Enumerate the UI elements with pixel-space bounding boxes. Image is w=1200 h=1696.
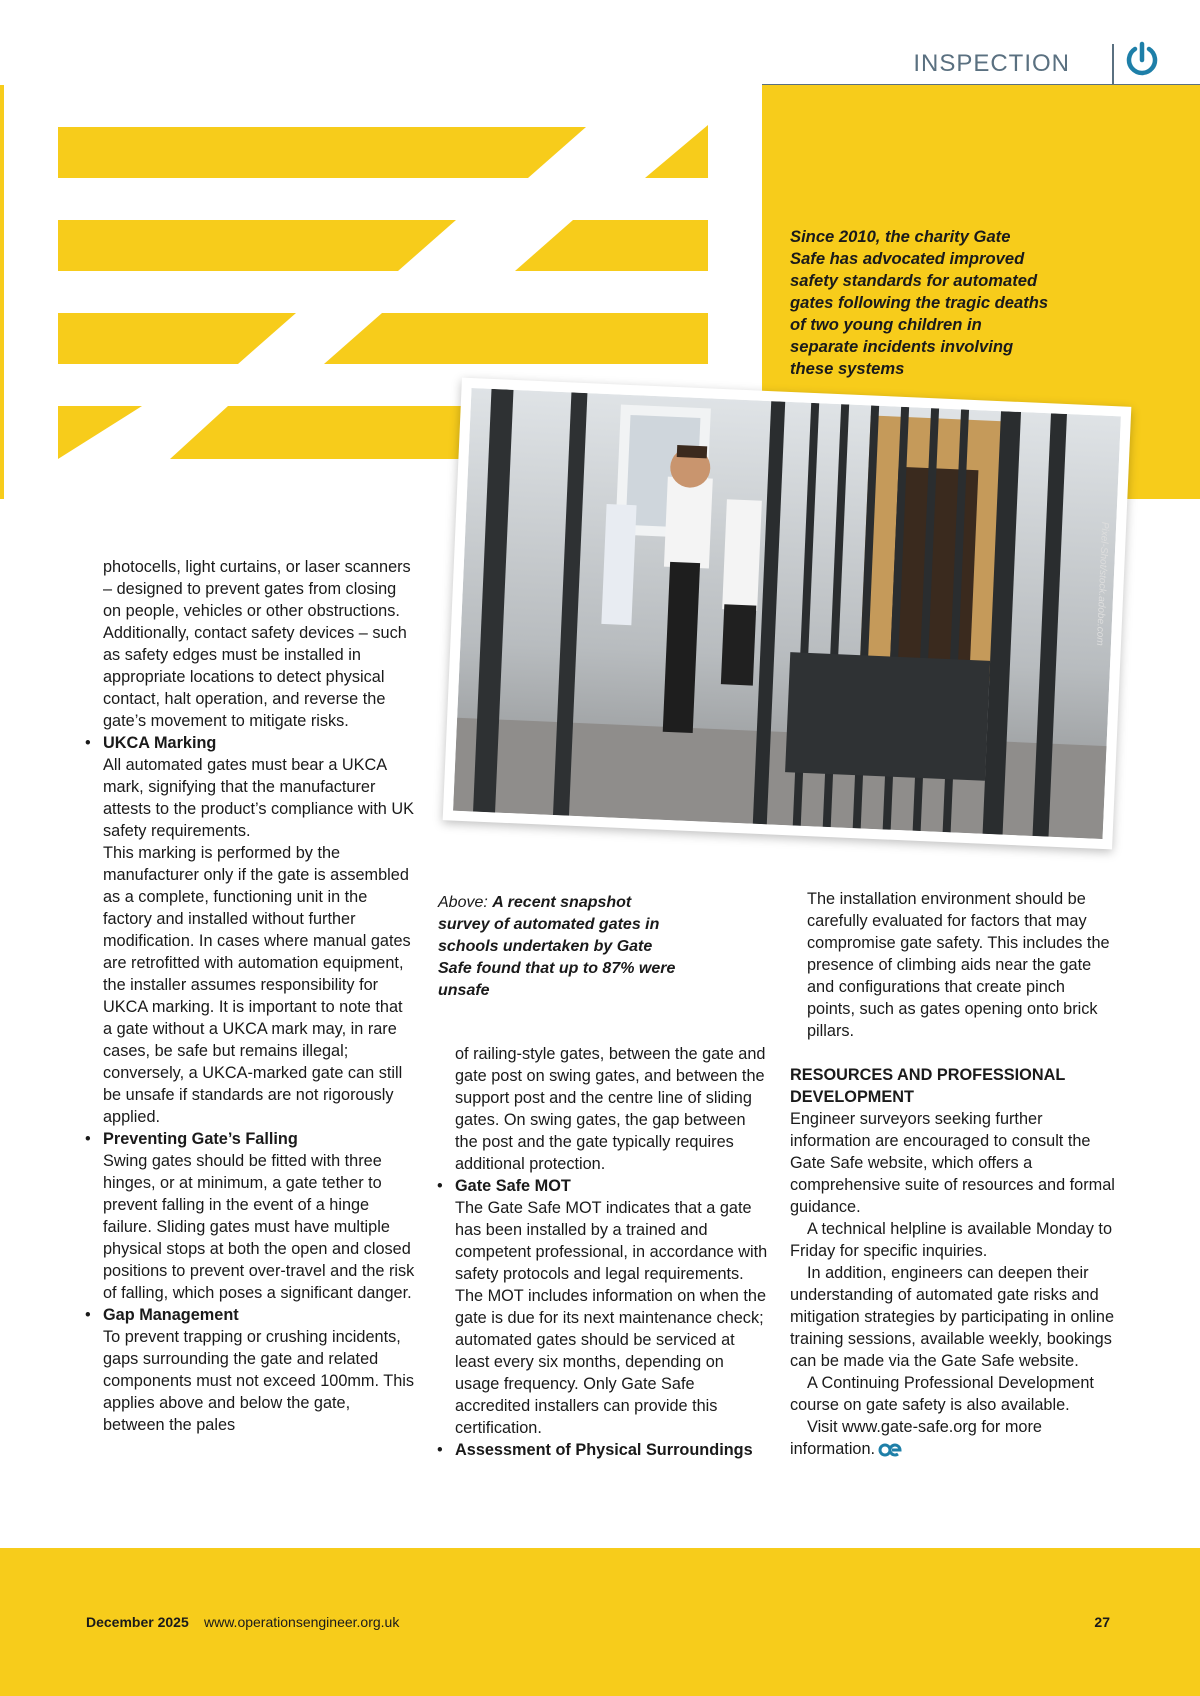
column-2-list <box>438 1175 770 1461</box>
column-2 <box>438 1043 770 1461</box>
footer-date: December 2025 <box>86 1614 189 1630</box>
list-item-heading: • Preventing Gate’s Falling <box>103 1130 298 1148</box>
caption-prefix: Above: <box>438 894 493 911</box>
list-item-body: The Gate Safe MOT indicates that a gate has been installed by a trained and competent professional, in accordance with safety protocols and legal requirements. The MOT includes information on when the gate is due for its next maintenance check; automated gates should be serviced at least every six months, depending on usage frequency. Only Gate Safe accredited installers can provide this certification. <box>455 1199 768 1437</box>
yellow-edge <box>0 85 4 499</box>
list-item-body: To prevent trapping or crushing incidents, gaps surrounding the gate and related components must not exceed 100mm. This applies above and below the gate, between the pales <box>103 1328 415 1434</box>
column-3-continued: The installation environment should be carefully evaluated for factors that may compromise gate safety. This includes the presence of climbing aids near the gate and configurations that create pinch points, such as gates opening onto brick pillars. <box>807 890 1110 1040</box>
list-item <box>438 1175 770 1439</box>
paragraph: A technical helpline is available Monday to Friday for specific inquiries. <box>790 1220 1113 1260</box>
list-item <box>86 1128 416 1304</box>
header-divider <box>1112 44 1114 84</box>
list-item-heading: • Assessment of Physical Surroundings <box>455 1441 753 1459</box>
list-item-body: All automated gates must bear a UKCA mark, signifying that the manufacturer attests to the product’s compliance with UK safety requirements. <box>103 756 415 840</box>
photo-frame <box>443 378 1132 850</box>
column-1-continued: photocells, light curtains, or laser scanners – designed to prevent gates from closing on people, vehicles or other obstructions. Additionally, contact safety devices – such as safety edges must be installed in appropriate locations to detect physical contact, halt operation, and reverse the gate’s movement to mitigate risks. <box>103 558 411 730</box>
caption-text: A recent snapshot survey of automated gates in schools undertaken by Gate Safe found that up to 87% were unsafe <box>438 894 676 999</box>
paragraph-final <box>790 1416 1116 1460</box>
power-icon <box>1124 40 1160 80</box>
footer-url[interactable]: www.operationsengineer.org.uk <box>204 1614 400 1630</box>
list-item-heading: • UKCA Marking <box>103 734 217 752</box>
column-1-list <box>86 732 416 1436</box>
list-item-heading: • Gap Management <box>103 1306 239 1324</box>
paragraph: A Continuing Professional Development course on gate safety is also available. <box>790 1374 1094 1414</box>
pull-quote: Since 2010, the charity Gate Safe has advocated improved safety standards for automated gates following the tragic deaths of two young children in separate incidents involving these systems <box>790 227 1049 378</box>
list-item-heading: • Gate Safe MOT <box>455 1177 571 1195</box>
paragraph: In addition, engineers can deepen their understanding of automated gate risks and mitigation strategies by participating in online training sessions, available weekly, bookings can be made via the Gate Safe website. <box>790 1264 1114 1370</box>
column-3 <box>790 888 1116 1460</box>
oe-logo-icon <box>878 1443 902 1457</box>
school-gate-photo <box>453 388 1121 839</box>
list-item-body: Swing gates should be fitted with three hinges, or at minimum, a gate tether to prevent falling in the event of a hinge failure. Sliding gates must have multiple physical stops at both the open and closed positions to prevent over-travel and the risk of falling, which poses a significant danger. <box>103 1152 415 1302</box>
list-item <box>438 1439 770 1461</box>
photo-credit: Pixel-Shot/stock.adobe.com <box>1093 521 1111 646</box>
list-item <box>86 1304 416 1436</box>
section-label: INSPECTION <box>913 50 1070 77</box>
photo-caption <box>438 892 678 1002</box>
column-1 <box>86 556 416 1436</box>
page-number: 27 <box>1094 1614 1110 1630</box>
list-item-body: This marking is performed by the manufacturer only if the gate is assembled as a complete, functioning unit in the factory and installed without further modification. In cases where manual gates are retrofitted with automation equipment, the installer assumes responsibility for UKCA marking. It is important to note that a gate without a UKCA mark may, in rare cases, be safe but remains illegal; conversely, a UKCA-marked gate can still be unsafe if standards are not rigorously applied. <box>103 844 411 1126</box>
column-2-continued: of railing-style gates, between the gate and gate post on swing gates, and between the support post and the centre line of sliding gates. On swing gates, the gap between the post and the gate typically requires additional protection. <box>455 1045 766 1173</box>
list-item <box>86 732 416 1128</box>
paragraph-text: Visit www.gate-safe.org for more information. <box>790 1418 1042 1458</box>
section-subheading: RESOURCES AND PROFESSIONAL DEVELOPMENT <box>790 1066 1066 1106</box>
paragraph: Engineer surveyors seeking further information are encouraged to consult the Gate Safe website, which offers a comprehensive suite of resources and formal guidance. <box>790 1110 1115 1216</box>
